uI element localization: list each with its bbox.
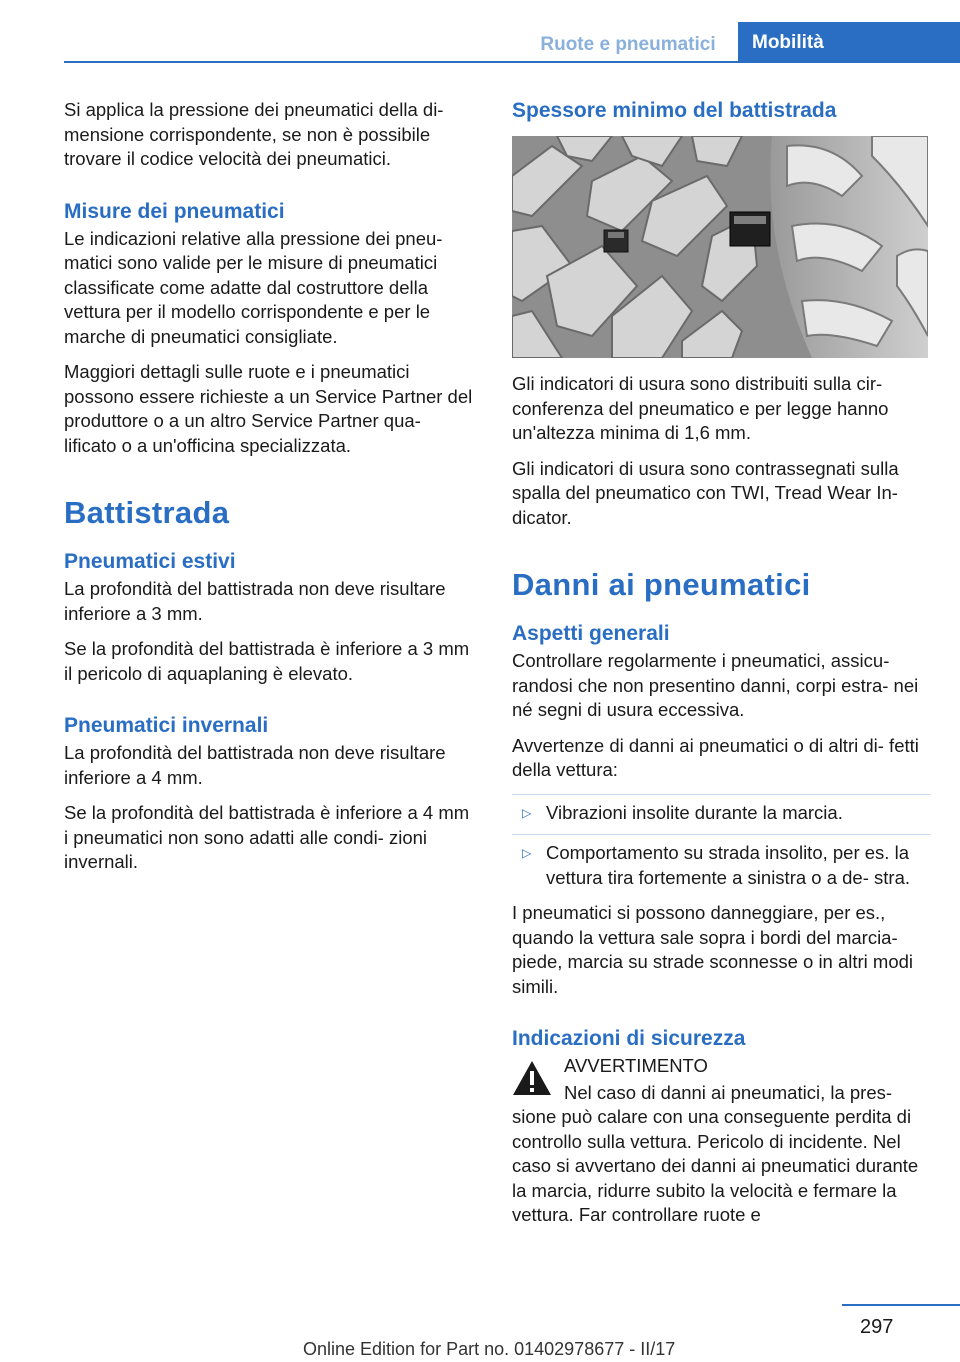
tire-sizes-paragraph-2: Maggiori dettagli sulle ruote e i pneumatici possono essere richieste a un Service Partner del produttore o a un altro Service Partner qua- lificato o a un'officina specializzata. (64, 361, 473, 456)
heading-summer-tires: Pneumatici estivi (64, 550, 236, 573)
summer-paragraph-1: La profondità del battistrada non deve risultare inferiore a 3 mm. (64, 578, 446, 624)
heading-safety: Indicazioni di sicurezza (512, 1027, 746, 1050)
tread-wear-indicator-image (512, 136, 928, 358)
min-tread-paragraph-1: Gli indicatori di usura sono distribuiti sulla cir- conferenza del pneumatico e per legge hanno un'altezza minima di 1,6 mm. (512, 373, 889, 443)
footer-edition: Online Edition for Part no. 01402978677 - II/17 (303, 1339, 676, 1359)
header-rule (64, 61, 960, 63)
general-paragraph-1: Controllare regolarmente i pneumatici, assicu- randosi che non presentino danni, corpi estra- nei né segni di usura eccessiva. (512, 650, 919, 720)
header-chapter-tab: Mobilità (738, 22, 960, 63)
list-item-text: Comportamento su strada insolito, per es. la vettura tira fortemente a sinistra o a de- stra. (546, 842, 910, 888)
warning-triangle-icon (512, 1060, 552, 1096)
list-item-text: Vibrazioni insolite durante la marcia. (546, 801, 843, 823)
page-number: 297 (860, 1316, 894, 1338)
heading-tire-damage: Danni ai pneumatici (512, 567, 811, 602)
footer-rule (842, 1304, 960, 1306)
heading-tread: Battistrada (64, 495, 230, 530)
summer-paragraph-2: Se la profondità del battistrada è inferiore a 3 mm il pericolo di aquaplaning è elevato. (64, 638, 470, 684)
warning-signs-list (512, 794, 930, 891)
list-item (512, 794, 930, 826)
right-column (512, 98, 930, 1239)
winter-paragraph-2: Se la profondità del battistrada è inferiore a 4 mm i pneumatici non sono adatti alle condi- zioni invernali. (64, 802, 470, 872)
left-column (64, 98, 478, 886)
general-paragraph-3: I pneumatici si possono danneggiare, per es., quando la vettura sale sopra i bordi del marcia- piede, marcia su strade sconnesse o in altri modi simili. (512, 902, 914, 997)
triangle-bullet-icon: ▷ (522, 846, 532, 860)
heading-min-tread: Spessore minimo del battistrada (512, 99, 837, 122)
tire-sizes-paragraph-1: Le indicazioni relative alla pressione dei pneu- matici sono valide per le misure di pneumatici classificate come adatte dal costruttore della vettura per il modello corrispondente e per le marche di pneumatici consigliate. (64, 227, 443, 347)
heading-winter-tires: Pneumatici invernali (64, 714, 269, 737)
winter-paragraph-1: La profondità del battistrada non deve risultare inferiore a 4 mm. (64, 742, 446, 788)
heading-tire-sizes: Misure dei pneumatici (64, 199, 285, 223)
intro-paragraph: Si applica la pressione dei pneumatici della di- mensione corrispondente, se non è possibile trovare il codice velocità dei pneumatici. (64, 99, 444, 169)
heading-general-aspects: Aspetti generali (512, 622, 670, 645)
general-paragraph-2: Avvertenze di danni ai pneumatici o di altri di- fetti della vettura: (512, 734, 919, 780)
min-tread-paragraph-2: Gli indicatori di usura sono contrassegnati sulla spalla del pneumatico con TWI, Tread Wear In- dicator. (512, 457, 899, 528)
tire-tread-illustration (512, 136, 928, 358)
header-section-title: Ruote e pneumatici (540, 34, 716, 55)
list-item (512, 834, 930, 890)
warning-title: AVVERTIMENTO (564, 1055, 708, 1076)
warning-block (512, 1054, 930, 1079)
triangle-bullet-icon: ▷ (522, 805, 532, 820)
warning-text: Nel caso di danni ai pneumatici, la pres- sione può calare con una conseguente perdita di controllo sulla vettura. Pericolo di incidente. Nel caso si avvertano dei danni ai pneumatici durante la marcia, ridurre subito la velocità e fermare la vettura. Far controllare ruote e (512, 1081, 919, 1225)
